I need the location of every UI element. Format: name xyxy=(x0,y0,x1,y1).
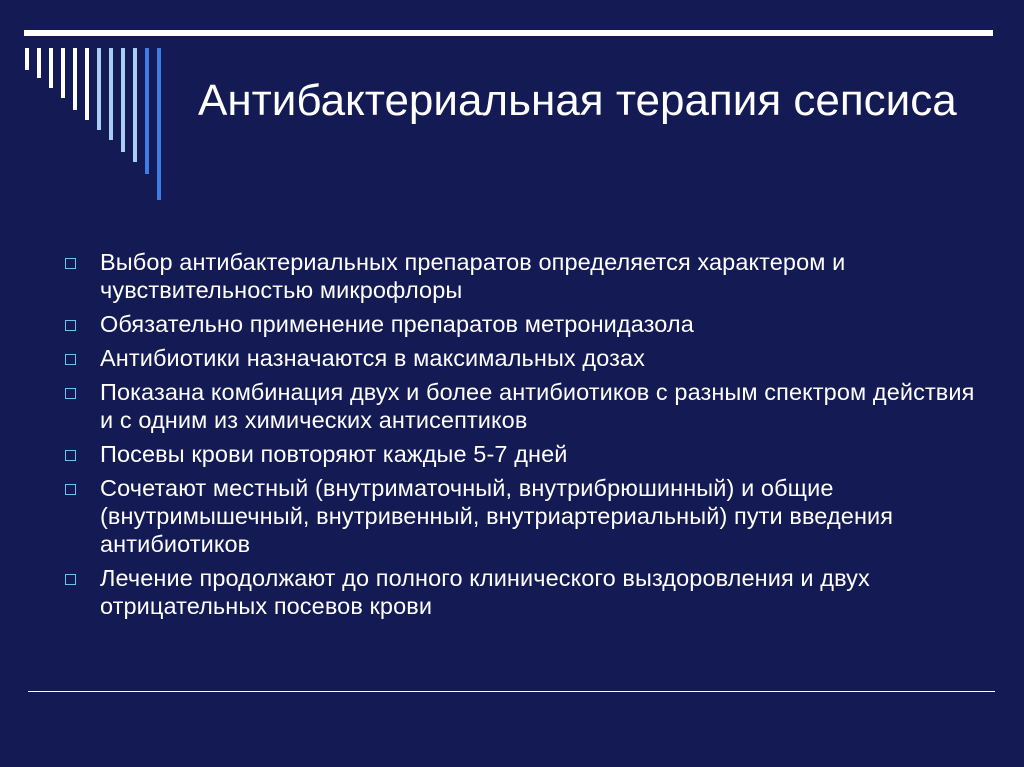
slide-title: Антибактериальная терапия сепсиса xyxy=(198,76,957,125)
bullet-item xyxy=(62,564,982,620)
bullet-item xyxy=(62,440,982,468)
bullet-text: Посевы крови повторяют каждые 5-7 дней xyxy=(100,441,568,467)
bullet-text: Сочетают местный (внутриматочный, внутрибрюшинный) и общие (внутримышечный, внутривенный, внутриартериальный) пути введения антибиотиков xyxy=(100,475,894,557)
decorative-stripe xyxy=(85,48,89,120)
bullet-item xyxy=(62,344,982,372)
decorative-stripe xyxy=(49,48,53,88)
hollow-square-icon xyxy=(65,574,76,585)
decorative-stripes xyxy=(0,0,180,220)
bullet-text: Обязательно применение препаратов метронидазола xyxy=(100,311,694,337)
bullet-item xyxy=(62,378,982,434)
hollow-square-icon xyxy=(65,450,76,461)
bullet-item xyxy=(62,474,982,558)
decorative-stripe xyxy=(25,48,29,70)
decorative-stripe xyxy=(145,48,149,174)
decorative-stripe xyxy=(133,48,137,162)
bottom-rule xyxy=(28,691,995,692)
bullet-item xyxy=(62,248,982,304)
decorative-stripe xyxy=(61,48,65,98)
hollow-square-icon xyxy=(65,320,76,331)
decorative-stripe xyxy=(73,48,77,110)
decorative-stripe xyxy=(157,48,161,200)
bullet-item xyxy=(62,310,982,338)
decorative-stripe xyxy=(97,48,101,130)
hollow-square-icon xyxy=(65,484,76,495)
bullet-list xyxy=(62,248,982,626)
bullet-text: Антибиотики назначаются в максимальных дозах xyxy=(100,345,646,371)
bullet-text: Лечение продолжают до полного клинического выздоровления и двух отрицательных посевов крови xyxy=(100,565,870,619)
bullet-text: Выбор антибактериальных препаратов определяется характером и чувствительностью микрофлоры xyxy=(100,249,846,303)
decorative-stripe xyxy=(109,48,113,140)
decorative-stripe xyxy=(121,48,125,152)
hollow-square-icon xyxy=(65,258,76,269)
bullet-text: Показана комбинация двух и более антибиотиков с разным спектром действия и с одним из химических антисептиков xyxy=(100,379,975,433)
hollow-square-icon xyxy=(65,388,76,399)
decorative-stripe xyxy=(37,48,41,78)
hollow-square-icon xyxy=(65,354,76,365)
